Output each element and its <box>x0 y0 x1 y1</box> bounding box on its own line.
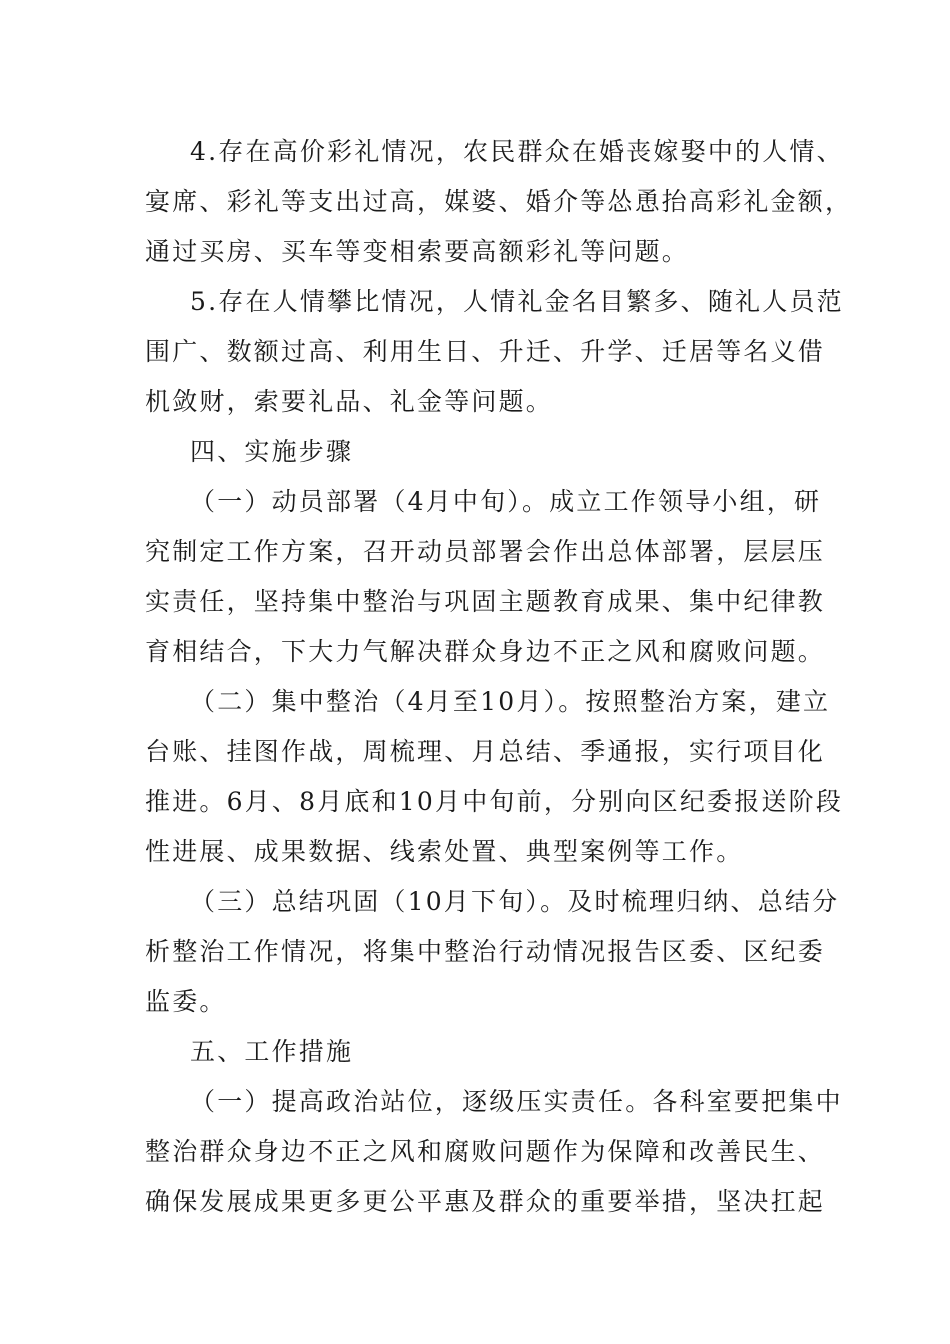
paragraph-line: 机敛财，索要礼品、礼金等问题。 <box>145 387 554 416</box>
paragraph-line: 育相结合，下大力气解决群众身边不正之风和腐败问题。 <box>145 637 826 666</box>
paragraph-line: 监委。 <box>145 987 227 1016</box>
section-heading: 五、工作措施 <box>190 1037 354 1066</box>
paragraph-line: 围广、数额过高、利用生日、升迁、升学、迁居等名义借 <box>145 337 826 366</box>
paragraph-line: （三）总结巩固（10月下旬）。及时梳理归纳、总结分 <box>190 887 840 916</box>
section-heading: 四、实施步骤 <box>190 437 354 466</box>
paragraph-line: 析整治工作情况，将集中整治行动情况报告区委、区纪委 <box>145 937 826 966</box>
paragraph-line: 推进。6月、8月底和10月中旬前，分别向区纪委报送阶段 <box>145 787 844 816</box>
paragraph-line: （一）动员部署（4月中旬）。成立工作领导小组，研 <box>190 487 822 516</box>
paragraph-line: 台账、挂图作战，周梳理、月总结、季通报，实行项目化 <box>145 737 826 766</box>
paragraph-line: 通过买房、买车等变相索要高额彩礼等问题。 <box>145 237 690 266</box>
paragraph-line: 确保发展成果更多更公平惠及群众的重要举措，坚决扛起 <box>145 1187 826 1216</box>
paragraph-line: 性进展、成果数据、线索处置、典型案例等工作。 <box>145 837 744 866</box>
paragraph-line: （二）集中整治（4月至10月）。按照整治方案，建立 <box>190 687 831 716</box>
paragraph-line: 实责任，坚持集中整治与巩固主题教育成果、集中纪律教 <box>145 587 826 616</box>
paragraph-line: 5.存在人情攀比情况，人情礼金名目繁多、随礼人员范 <box>190 287 844 316</box>
paragraph-line: 究制定工作方案，召开动员部署会作出总体部署，层层压 <box>145 537 826 566</box>
paragraph-line: 宴席、彩礼等支出过高，媒婆、婚介等怂恿抬高彩礼金额， <box>145 187 853 216</box>
paragraph-line: 整治群众身边不正之风和腐败问题作为保障和改善民生、 <box>145 1137 826 1166</box>
paragraph-line: 4.存在高价彩礼情况，农民群众在婚丧嫁娶中的人情、 <box>190 137 844 166</box>
paragraph-line: （一）提高政治站位，逐级压实责任。各科室要把集中 <box>190 1087 843 1116</box>
